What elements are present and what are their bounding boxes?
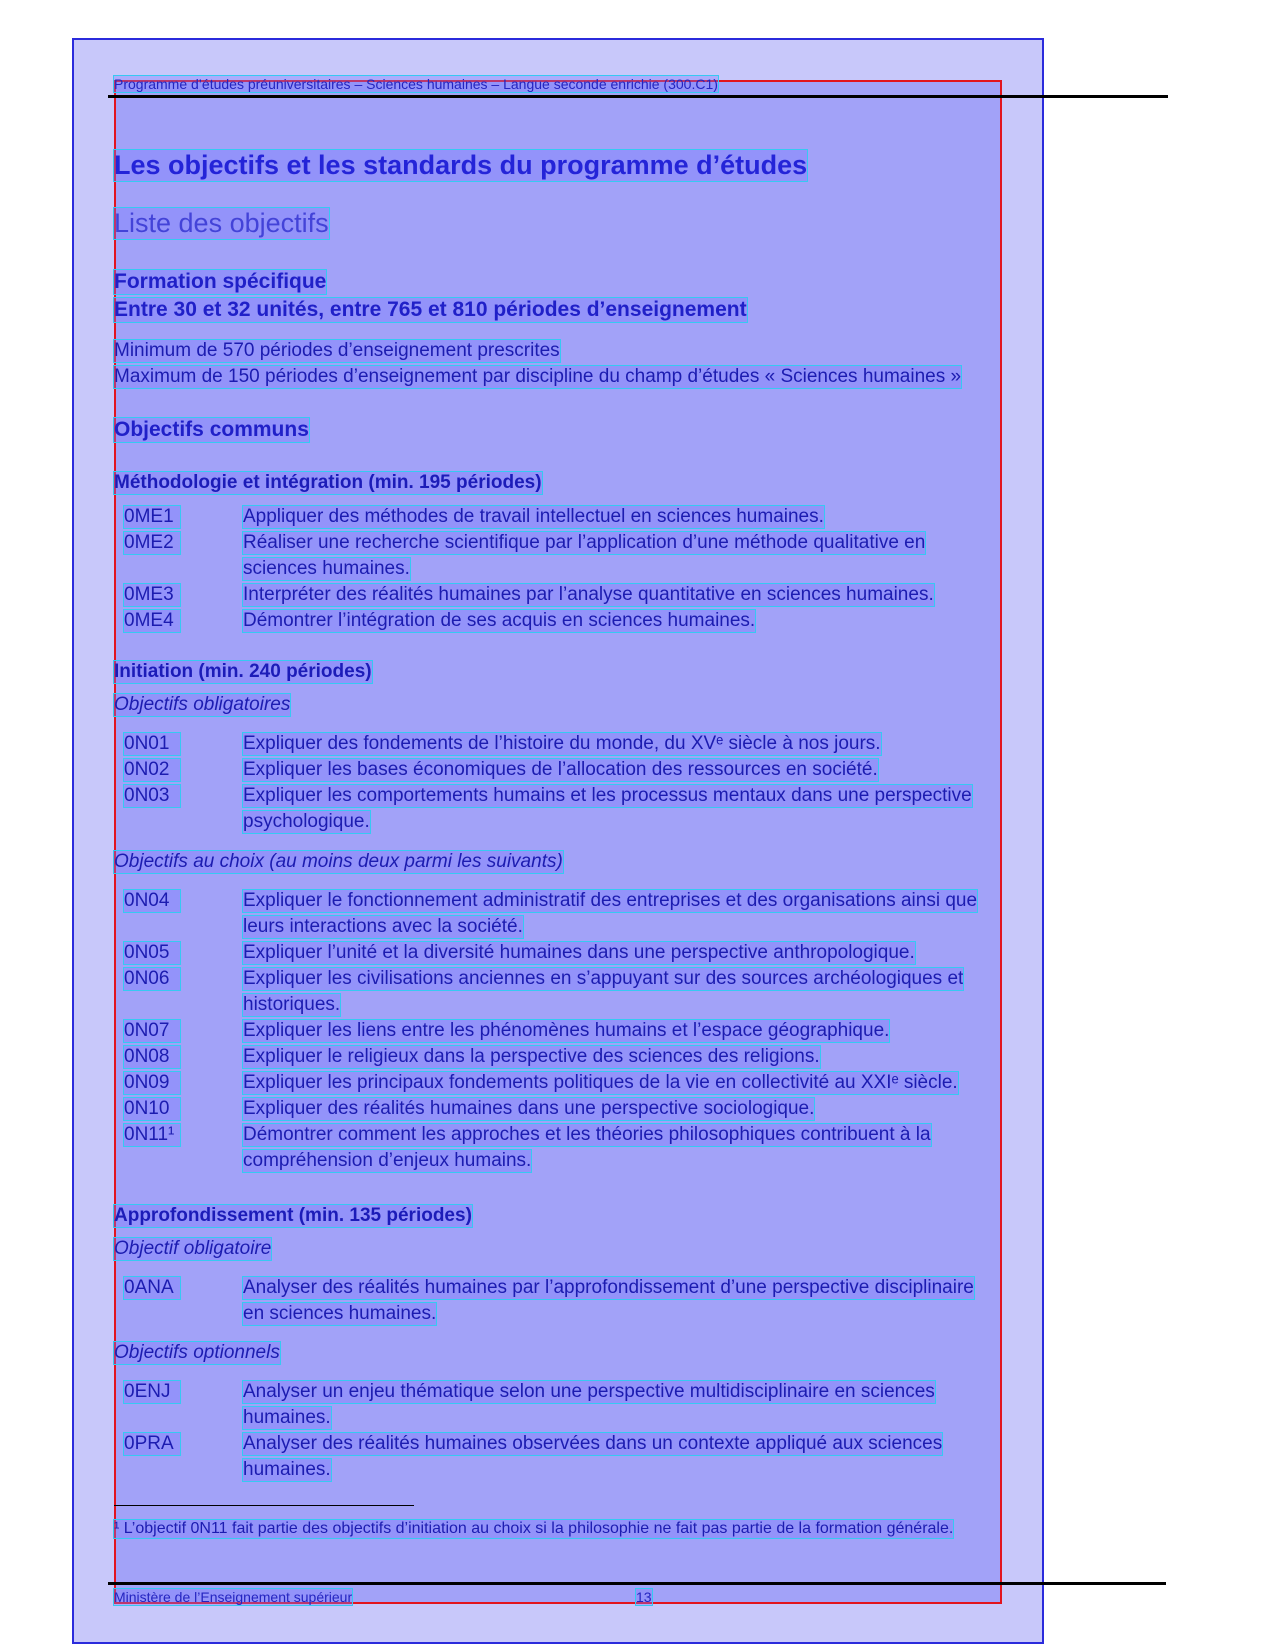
objective-code: 0ENJ xyxy=(124,1381,180,1403)
footer-rule xyxy=(108,1582,1166,1585)
objective-description: Expliquer les liens entre les phénomènes humains et l’espace géographique. xyxy=(243,1020,890,1041)
objective-description: Expliquer les comportements humains et les processus mentaux dans une perspective xyxy=(243,785,972,806)
objective-description: Réaliser une recherche scientifique par l’application d’une méthode qualitative en xyxy=(243,532,926,553)
objective-description: en sciences humaines. xyxy=(243,1303,437,1324)
running-header: Programme d’études préuniversitaires – Sciences humaines – Langue seconde enrichie (300.C1) xyxy=(114,76,718,92)
objective-description: compréhension d’enjeux humains. xyxy=(243,1150,532,1171)
running-footer: Ministère de l’Enseignement supérieur xyxy=(114,1589,353,1605)
objective-description: Interpréter des réalités humaines par l’analyse quantitative en sciences humaines. xyxy=(243,584,934,605)
objective-description: Expliquer le fonctionnement administratif des entreprises et des organisations ainsi que xyxy=(243,890,978,911)
objective-description: Analyser des réalités humaines par l’approfondissement d’une perspective disciplinaire xyxy=(243,1277,974,1298)
objective-description: Expliquer les bases économiques de l’allocation des ressources en société. xyxy=(243,759,878,780)
objective-description: Expliquer les civilisations anciennes en s’appuyant sur des sources archéologiques et xyxy=(243,968,964,989)
header-rule xyxy=(108,95,1168,98)
objective-code: 0ME3 xyxy=(124,584,180,606)
objective-code: 0N04 xyxy=(124,890,180,912)
objective-description: Expliquer l’unité et la diversité humaines dans une perspective anthropologique. xyxy=(243,942,915,963)
formation-units: Entre 30 et 32 unités, entre 765 et 810 périodes d’enseignement xyxy=(114,298,747,321)
objective-code: 0N10 xyxy=(124,1098,180,1120)
objective-description: Démontrer l’intégration de ses acquis en sciences humaines. xyxy=(243,610,756,631)
initiation-choice-label: Objectifs au choix (au moins deux parmi les suivants) xyxy=(114,851,563,872)
objective-code: 0N11¹ xyxy=(124,1124,180,1146)
objective-description: Expliquer le religieux dans la perspective des sciences des religions. xyxy=(243,1046,820,1067)
footnote-separator xyxy=(114,1505,414,1506)
objective-description: Démontrer comment les approches et les théories philosophiques contribuent à la xyxy=(243,1124,931,1145)
objective-description: Expliquer des fondements de l’histoire du monde, du XVᵉ siècle à nos jours. xyxy=(243,733,881,754)
formation-max-line: Maximum de 150 périodes d’enseignement par discipline du champ d’études « Sciences humaines » xyxy=(114,366,962,387)
objective-code: 0N09 xyxy=(124,1072,180,1094)
section-subtitle: Liste des objectifs xyxy=(114,208,329,238)
objective-code: 0N07 xyxy=(124,1020,180,1042)
objective-code: 0N08 xyxy=(124,1046,180,1068)
approfondissement-mandatory-label: Objectif obligatoire xyxy=(114,1238,272,1259)
objective-description: Analyser un enjeu thématique selon une perspective multidisciplinaire en sciences xyxy=(243,1381,935,1402)
objective-code: 0ANA xyxy=(124,1277,180,1299)
page-number: 13 xyxy=(636,1589,652,1605)
objective-description: Expliquer des réalités humaines dans une perspective sociologique. xyxy=(243,1098,815,1119)
objective-code: 0N01 xyxy=(124,733,180,755)
objective-code: 0N03 xyxy=(124,785,180,807)
initiation-heading: Initiation (min. 240 périodes) xyxy=(114,661,372,682)
objective-description: humaines. xyxy=(243,1407,331,1428)
objective-code: 0N02 xyxy=(124,759,180,781)
objective-code: 0ME2 xyxy=(124,532,180,554)
approfondissement-optional-label: Objectifs optionnels xyxy=(114,1342,280,1363)
objective-code: 0PRA xyxy=(124,1433,180,1455)
objective-description: leurs interactions avec la société. xyxy=(243,916,523,937)
objective-description: Expliquer les principaux fondements politiques de la vie en collectivité au XXIᵉ siècle. xyxy=(243,1072,958,1093)
formation-heading: Formation spécifique xyxy=(114,270,327,293)
footnote: ¹ L’objectif 0N11 fait partie des objectifs d’initiation au choix si la philosophie ne fait pas partie de la formation générale. xyxy=(114,1520,954,1537)
objective-description: psychologique. xyxy=(243,811,370,832)
objective-description: sciences humaines. xyxy=(243,558,410,579)
methodology-heading: Méthodologie et intégration (min. 195 périodes) xyxy=(114,472,542,493)
objective-code: 0N05 xyxy=(124,942,180,964)
objective-code: 0ME1 xyxy=(124,506,180,528)
objective-description: Analyser des réalités humaines observées dans un contexte appliqué aux sciences xyxy=(243,1433,943,1454)
common-objectives-heading: Objectifs communs xyxy=(114,418,309,441)
initiation-mandatory-label: Objectifs obligatoires xyxy=(114,694,291,715)
objective-description: Appliquer des méthodes de travail intellectuel en sciences humaines. xyxy=(243,506,824,527)
objective-description: humaines. xyxy=(243,1459,331,1480)
objective-code: 0N06 xyxy=(124,968,180,990)
objective-description: historiques. xyxy=(243,994,341,1015)
approfondissement-heading: Approfondissement (min. 135 périodes) xyxy=(114,1205,472,1226)
page-title: Les objectifs et les standards du programme d’études xyxy=(114,150,808,180)
formation-min-line: Minimum de 570 périodes d’enseignement prescrites xyxy=(114,340,560,361)
objective-code: 0ME4 xyxy=(124,610,180,632)
